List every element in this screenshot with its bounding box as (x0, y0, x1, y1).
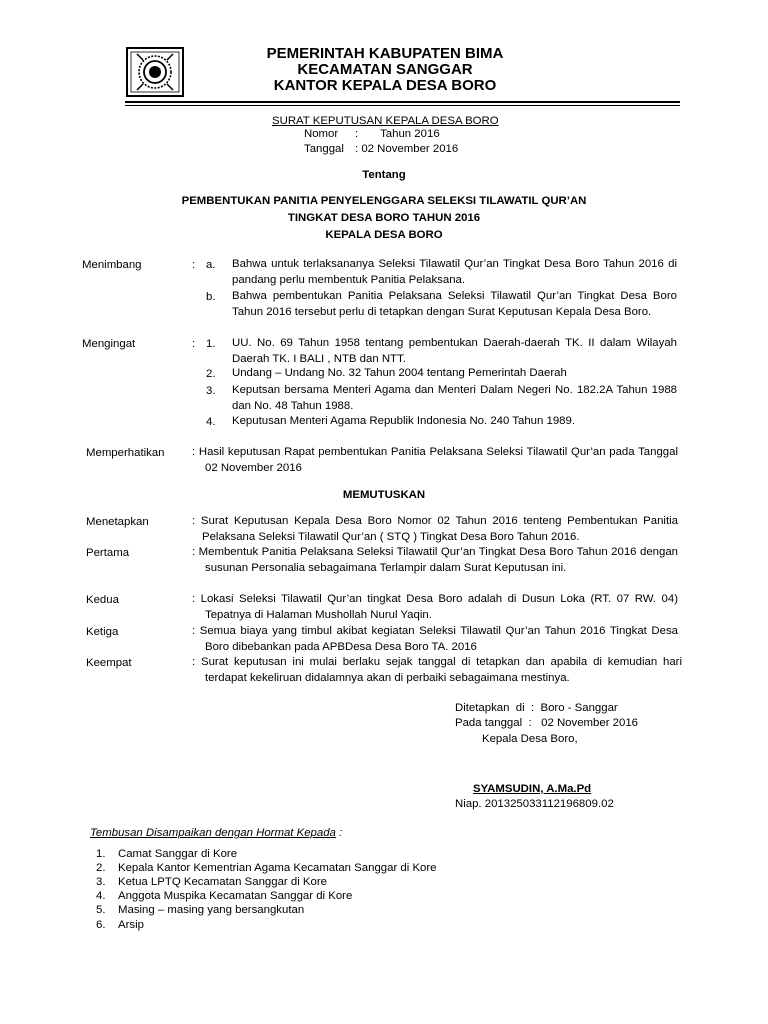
signatory-name: SYAMSUDIN, A.Ma.Pd (473, 783, 592, 795)
mengingat-item-marker: 1. (206, 338, 216, 350)
tembusan-title: Tembusan Disampaikan dengan Hormat Kepada (90, 827, 336, 839)
header-line-1: PEMERINTAH KABUPATEN BIMA (266, 45, 504, 62)
decision-text-content: : Lokasi Seleksi Tilawatil Qur’an tingkat Desa Boro adalah di Dusun Loka (RT. 07 RW. 04) Tepatnya di Halaman Mushollah Nurul Yaqin. (192, 593, 678, 621)
menimbang-b-text: Bahwa pembentukan Panitia Pelaksana Seleksi Tilawatil Qur’an Tingkat Desa Boro Tahun 2016 tersebut perlu di tetapkan dengan Surat Keputusan Kepala Desa Boro. (232, 290, 677, 318)
tentang-heading: Tentang (362, 169, 406, 181)
decision-label-pertama: Pertama (86, 547, 130, 559)
pada-tanggal-line: Pada tanggal : 02 November 2016 (455, 717, 639, 729)
decision-label-ketiga: Ketiga (86, 626, 119, 638)
tembusan-item-marker: 2. (96, 862, 106, 874)
nomor-label: Nomor (304, 128, 339, 140)
header-line-2: KECAMATAN SANGGAR (297, 61, 473, 78)
tembusan-item-text: Ketua LPTQ Kecamatan Sanggar di Kore (118, 876, 327, 888)
tembusan-item-marker: 5. (96, 904, 106, 916)
menimbang-b-marker: b. (206, 291, 216, 303)
nomor-value: : Tahun 2016 (355, 128, 440, 140)
decision-text-content: : Surat Keputusan Kepala Desa Boro Nomor 02 Tahun 2016 tenteng Pembentukan Panitia Pelaksana Seleksi Tilawatil Qur’an ( STQ ) Tingkat Desa Boro Tahun 2016. (192, 515, 678, 543)
mengingat-item-marker: 4. (206, 416, 216, 428)
decision-text-content: : Membentuk Panitia Pelaksana Seleksi Tilawatil Qur’an Tingkat Desa Boro Tahun 2016 dengan susunan Personalia sebagaimana Terlampir dalam Surat Keputusan ini. (192, 546, 678, 574)
mengingat-item-text: Keputsan bersama Menteri Agama dan Menteri Dalam Negeri No. 182.2A Tahun 1988 dan No. 48 Tahun 1988. (232, 384, 677, 412)
decision-label-keempat: Keempat (86, 657, 132, 669)
tembusan-colon: : (335, 827, 343, 839)
header-rule-thin (125, 105, 680, 106)
document-title: SURAT KEPUTUSAN KEPALA DESA BORO (272, 115, 499, 127)
mengingat-item-marker: 3. (206, 385, 216, 397)
tanggal-label: Tanggal (304, 143, 344, 155)
signatory-title: Kepala Desa Boro, (482, 733, 578, 745)
subject-line-1: PEMBENTUKAN PANITIA PENYELENGGARA SELEKSI TILAWATIL QUR’AN (181, 195, 587, 207)
decision-text-keempat (192, 655, 682, 686)
tembusan-item-marker: 6. (96, 919, 106, 931)
memutuskan-heading: MEMUTUSKAN (342, 489, 426, 501)
tembusan-item-marker: 1. (96, 848, 106, 860)
decision-text-content: : Semua biaya yang timbul akibat kegiatan Seleksi Tilawatil Qur’an Tahun 2016 Tingkat Desa Boro dibebankan pada APBDesa Desa Boro TA. 2016 (192, 625, 678, 653)
header-line-3: KANTOR KEPALA DESA BORO (273, 77, 497, 94)
decision-text-kedua (192, 592, 678, 623)
mengingat-item-text: UU. No. 69 Tahun 1958 tentang pembentukan Daerah-daerah TK. II dalam Wilayah Daerah TK. I BALI , NTB dan NTT. (232, 337, 677, 365)
mengingat-item-text: Keputusan Menteri Agama Republik Indonesia No. 240 Tahun 1989. (232, 415, 576, 427)
tembusan-item-text: Kepala Kantor Kementrian Agama Kecamatan Sanggar di Kore (118, 862, 437, 874)
mengingat-item-marker: 2. (206, 368, 216, 380)
government-emblem-icon (125, 46, 185, 98)
memperhatikan-label: Memperhatikan (86, 447, 165, 459)
decision-label-kedua: Kedua (86, 594, 119, 606)
decision-text-pertama (192, 545, 678, 576)
tanggal-value: : 02 November 2016 (355, 143, 459, 155)
signatory-niap: Niap. 201325033112196809.02 (455, 798, 614, 810)
memperhatikan-text-content: : Hasil keputusan Rapat pembentukan Panitia Pelaksana Seleksi Tilawatil Qur’an pada Tanggal 02 November 2016 (192, 446, 678, 474)
ditetapkan-line: Ditetapkan di : Boro - Sanggar (455, 702, 618, 714)
memperhatikan-text (192, 445, 678, 476)
menimbang-colon: : (192, 259, 196, 271)
menimbang-label: Menimbang (82, 259, 142, 271)
mengingat-label: Mengingat (82, 338, 136, 350)
decision-text-ketiga (192, 624, 678, 655)
decision-text-menetapkan (192, 514, 678, 545)
subject-line-2: TINGKAT DESA BORO TAHUN 2016 (287, 212, 481, 224)
tembusan-item-text: Masing – masing yang bersangkutan (118, 904, 305, 916)
subject-line-3: KEPALA DESA BORO (325, 229, 443, 241)
tembusan-item-text: Anggota Muspika Kecamatan Sanggar di Kore (118, 890, 353, 902)
mengingat-item-text: Undang – Undang No. 32 Tahun 2004 tentang Pemerintah Daerah (232, 367, 567, 379)
header-rule-thick (125, 101, 680, 103)
tembusan-heading (90, 826, 342, 841)
tembusan-item-marker: 4. (96, 890, 106, 902)
tembusan-item-text: Camat Sanggar di Kore (118, 848, 238, 860)
menimbang-a-text: Bahwa untuk terlaksananya Seleksi Tilawatil Qur’an Tingkat Desa Boro Tahun 2016 di pandang perlu membentuk Panitia Pelaksana. (232, 258, 677, 286)
decision-label-menetapkan: Menetapkan (86, 516, 149, 528)
tembusan-item-marker: 3. (96, 876, 106, 888)
tembusan-item-text: Arsip (118, 919, 144, 931)
menimbang-a-marker: a. (206, 259, 216, 271)
decision-text-content: : Surat keputusan ini mulai berlaku sejak tanggal di tetapkan dan apabila di kemudian hari terdapat kekeliruan didalamnya akan di perbaiki sebagaimana mestinya. (192, 656, 682, 684)
mengingat-colon: : (192, 338, 196, 350)
